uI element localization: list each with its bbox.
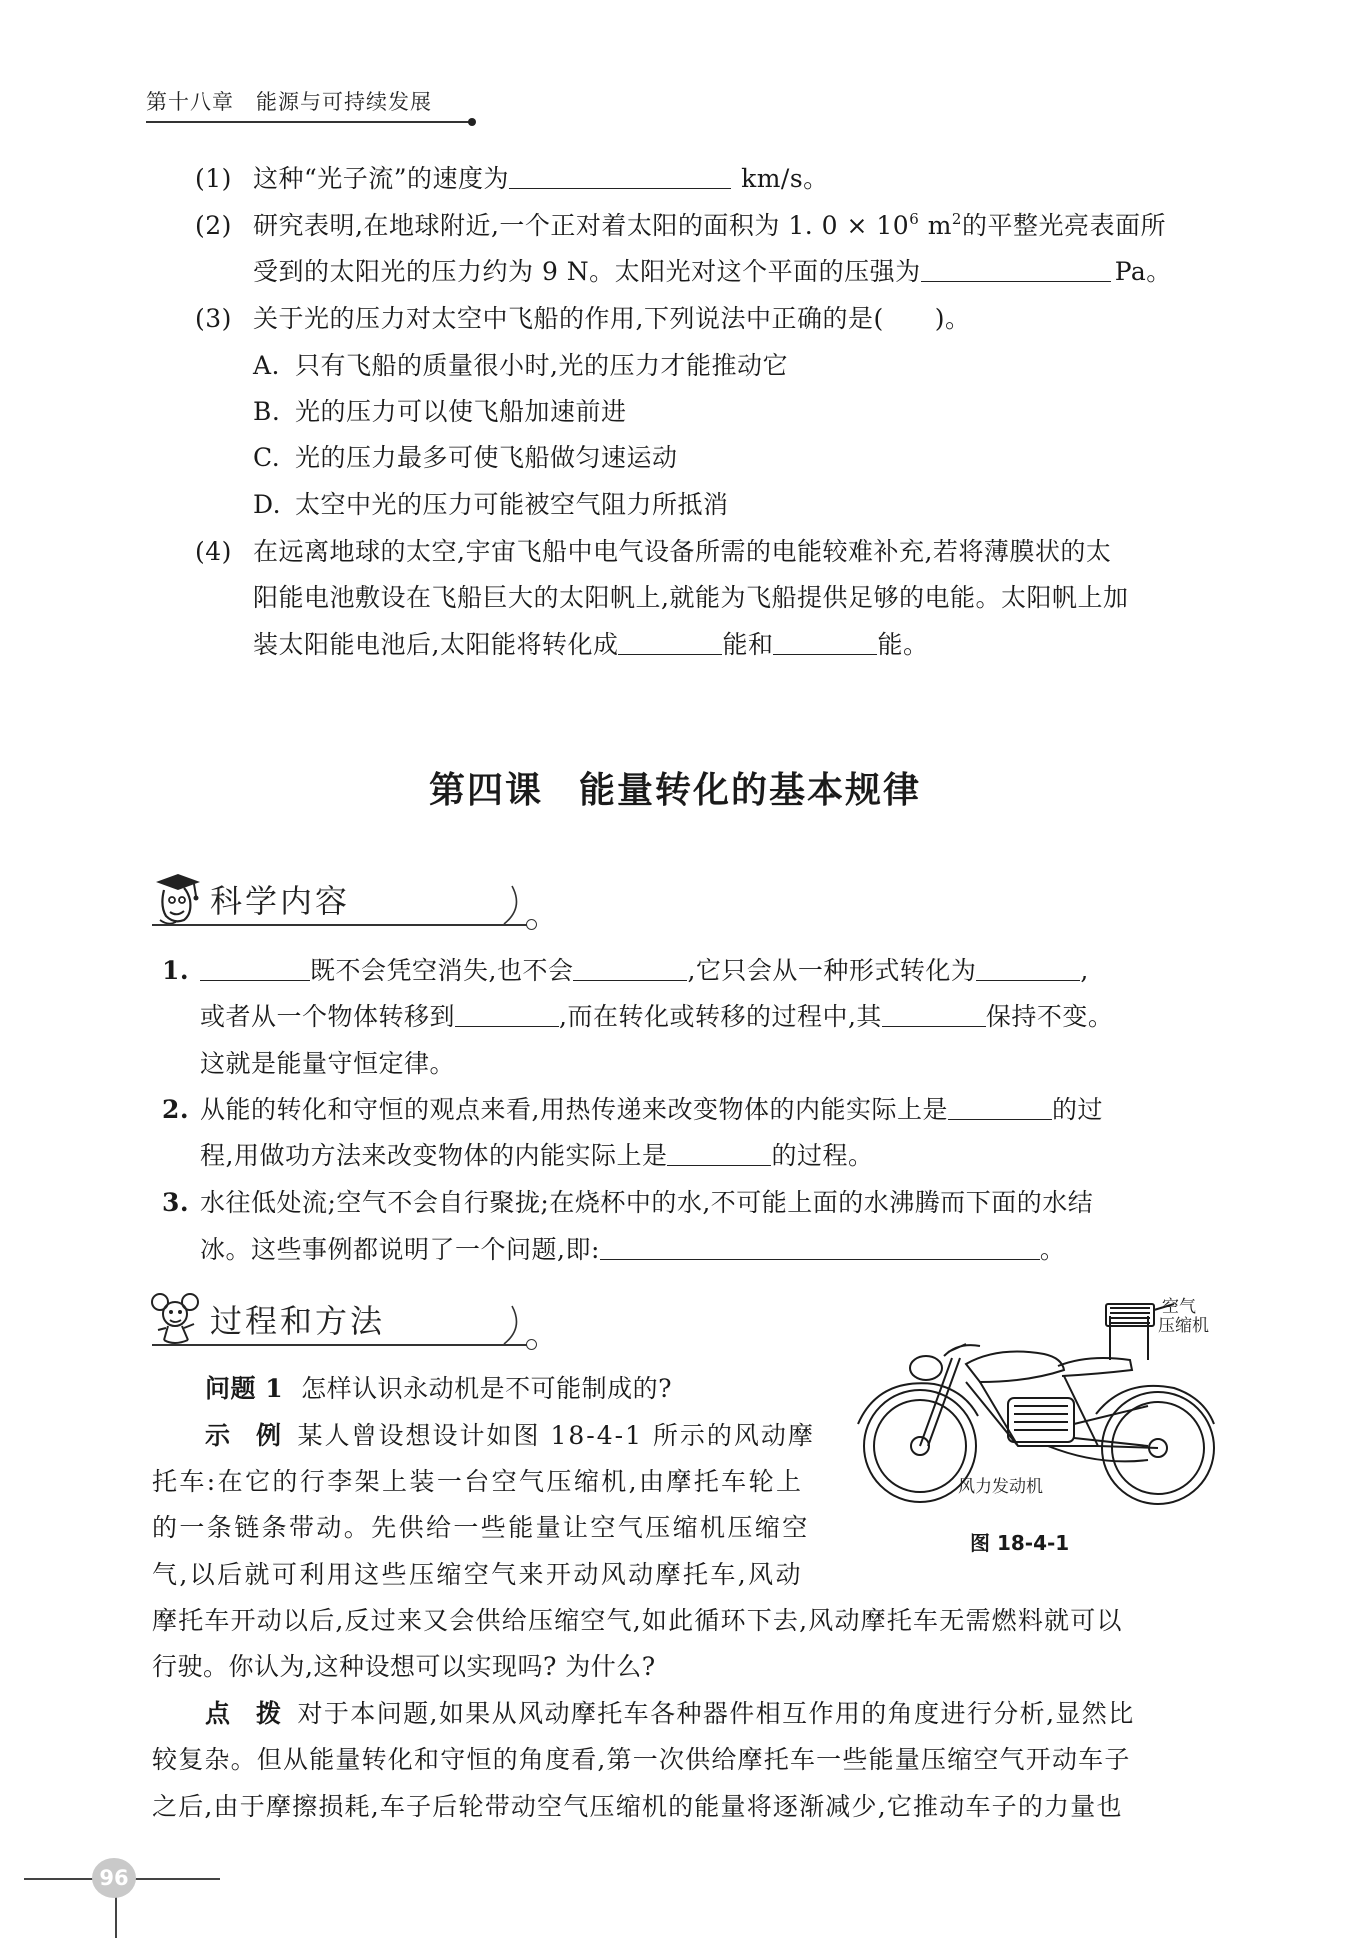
answer-blank[interactable] (618, 630, 722, 655)
answer-blank[interactable] (509, 164, 731, 189)
problem-1: 问题 1 怎样认识永动机是不可能制成的? (205, 1374, 673, 1403)
item-3-line-1: 3. 水往低处流;空气不会自行聚拢;在烧杯中的水,不可能上面的水沸腾而下面的水结 (162, 1188, 1094, 1217)
section-heading-label: 过程和方法 (210, 1302, 386, 1340)
example-line-2: 托车:在它的行李架上装一台空气压缩机,由摩托车轮上 (152, 1467, 804, 1496)
heading-rule-dot (526, 1339, 537, 1350)
answer-blank[interactable] (976, 956, 1080, 981)
answer-blank[interactable] (455, 1002, 559, 1027)
answer-blank[interactable] (948, 1095, 1052, 1120)
item-1-line-2: 或者从一个物体转移到 ,而在转化或转移的过程中,其 保持不变。 (200, 1002, 1114, 1031)
heading-rule (152, 924, 528, 926)
answer-blank[interactable] (773, 630, 877, 655)
question-4-line-1: (4) 在远离地球的太空,宇宙飞船中电气设备所需的电能较难补充,若将薄膜状的太 (195, 537, 1112, 566)
chapter-number: 第十八章 (146, 90, 234, 114)
question-4-line-2: 阳能电池敷设在飞船巨大的太阳帆上,就能为飞船提供足够的电能。太阳帆上加 (253, 583, 1129, 612)
mouse-mascot-icon (150, 1290, 204, 1346)
example-line-5: 摩托车开动以后,反过来又会供给压缩空气,如此循环下去,风动摩托车无需燃料就可以 (152, 1606, 1123, 1635)
item-1-line-3: 这就是能量守恒定律。 (200, 1049, 456, 1078)
option-b[interactable]: B. 光的压力可以使飞船加速前进 (253, 397, 627, 426)
hint-line-3: 之后,由于摩擦损耗,车子后轮带动空气压缩机的能量将逐渐减少,它推动车子的力量也 (152, 1792, 1123, 1821)
option-a[interactable]: A. 只有飞船的质量很小时,光的压力才能推动它 (253, 351, 788, 380)
question-1: (1) 这种“光子流”的速度为 km/s。 (195, 164, 829, 193)
section-heading-label: 科学内容 (210, 882, 351, 920)
example-line-1: 示 例 某人曾设想设计如图 18-4-1 所示的风动摩 (205, 1421, 815, 1450)
scholar-cap-mascot-icon (150, 870, 204, 926)
example-line-6: 行驶。你认为,这种设想可以实现吗? 为什么? (152, 1652, 656, 1681)
item-3-line-2: 冰。这些事例都说明了一个问题,即: 。 (200, 1235, 1066, 1264)
lesson-title: 第四课 能量转化的基本规律 (428, 769, 922, 811)
answer-blank[interactable] (600, 1235, 1040, 1260)
figure-caption: 图 18-4-1 (970, 1531, 1070, 1555)
answer-blank[interactable] (200, 956, 310, 981)
hint-line-1: 点 拨 对于本问题,如果从风动摩托车各种器件相互作用的角度进行分析,显然比 (205, 1699, 1135, 1728)
heading-swoosh-icon (500, 1304, 530, 1346)
item-2-line-2: 程,用做功方法来改变物体的内能实际上是 的过程。 (200, 1141, 874, 1170)
section-heading-process-method (150, 1290, 550, 1346)
header-rule (146, 121, 472, 123)
header-rule-dot (468, 118, 476, 126)
option-d[interactable]: D. 太空中光的压力可能被空气阻力所抵消 (253, 490, 729, 519)
heading-rule-dot (526, 919, 537, 930)
question-2-line-2: 受到的太阳光的压力约为 9 N。太阳光对这个平面的压强为 Pa。 (253, 257, 1172, 286)
item-1-line-1: 1. 既不会凭空消失,也不会 ,它只会从一种形式转化为 , (162, 956, 1089, 985)
figure-label-compressor-2: 压缩机 (1158, 1316, 1209, 1336)
heading-swoosh-icon (500, 884, 530, 926)
example-line-4: 气,以后就可利用这些压缩空气来开动风动摩托车,风动 (152, 1560, 803, 1589)
question-3: (3) 关于光的压力对太空中飞船的作用,下列说法中正确的是( )。 (195, 304, 971, 333)
running-header (146, 86, 432, 116)
item-2-line-1: 2. 从能的转化和守恒的观点来看,用热传递来改变物体的内能实际上是 的过 (162, 1095, 1103, 1124)
answer-blank[interactable] (882, 1002, 986, 1027)
chapter-title: 能源与可持续发展 (256, 90, 432, 114)
figure-label-engine: 风力发动机 (958, 1477, 1043, 1497)
example-line-3: 的一条链条带动。先供给一些能量让空气压缩机压缩空 (152, 1513, 810, 1542)
answer-blank[interactable] (921, 257, 1111, 282)
section-heading-science-content (150, 870, 550, 926)
hint-line-2: 较复杂。但从能量转化和守恒的角度看,第一次供给摩托车一些能量压缩空气开动车子 (152, 1745, 1131, 1774)
option-c[interactable]: C. 光的压力最多可使飞船做匀速运动 (253, 443, 678, 472)
answer-blank[interactable] (573, 956, 687, 981)
question-2-line-1: (2) 研究表明,在地球附近,一个正对着太阳的面积为 1. $0 \times 10^6$ $m^2$的平整光亮表面所 (195, 210, 1166, 240)
figure-label-compressor-1: 空气 (1162, 1297, 1196, 1317)
heading-rule (152, 1344, 528, 1346)
question-4-line-3: 装太阳能电池后,太阳能将转化成 能和 能。 (253, 630, 929, 659)
page-number: 96 (92, 1858, 136, 1898)
answer-blank[interactable] (667, 1141, 771, 1166)
